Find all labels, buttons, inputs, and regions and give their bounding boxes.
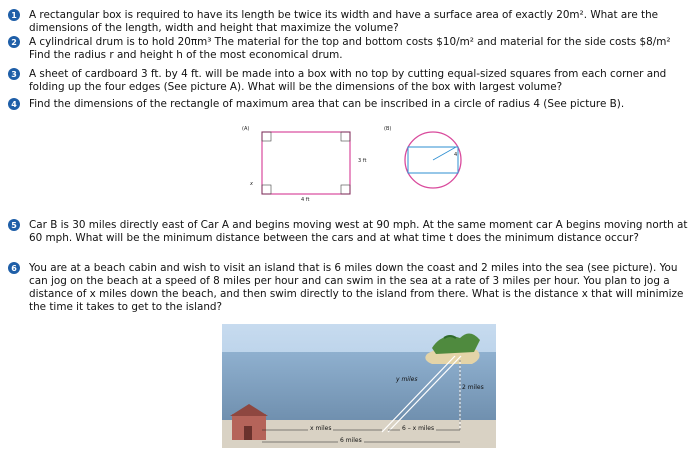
figure-a-label: (A) (242, 126, 250, 132)
problem-number-badge: 6 (8, 262, 20, 274)
figure-b-label: (B) (384, 126, 392, 132)
x-miles-label: x miles (310, 425, 332, 432)
figure-a-bottom-label: 4 ft (301, 197, 310, 203)
inscribed-rectangle-diagram (380, 122, 480, 206)
beach-picture (222, 324, 496, 448)
problem-text: A cylindrical drum is to hold 20πm³ The material for the top and bottom costs $10/m² and material for the side costs $8/m² Find the radius r and height h of the most economical drum. (29, 36, 671, 61)
six-miles-label: 6 miles (340, 437, 362, 444)
problem-number-badge: 1 (8, 9, 20, 21)
problem-number-badge: 4 (8, 98, 20, 110)
cardboard-diagram (230, 122, 370, 206)
figure-b (380, 122, 480, 206)
six-minus-x-miles-label: 6 – x miles (402, 425, 435, 432)
figure-a-corner-label: x (250, 181, 253, 187)
problem-number-badge: 5 (8, 219, 20, 231)
problem-number-badge: 2 (8, 36, 20, 48)
beach-scene (222, 324, 496, 448)
figure-a (230, 122, 370, 206)
problem-text: Car B is 30 miles directly east of Car A and begins moving west at 90 mph. At the same moment car A begins moving north at 60 mph. What will be the minimum distance between the cars and at what time t does the minimum distance occur? (29, 219, 688, 244)
problem-number-badge: 3 (8, 68, 20, 80)
figure-b-radius-label: 4 (454, 152, 458, 158)
problem-text: A sheet of cardboard 3 ft. by 4 ft. will be made into a box with no top by cutting equal-sized squares from each corner and folding up the four edges (See picture A). What will be the dimensions of the box with largest volume? (29, 68, 667, 93)
y-miles-label: y miles (396, 376, 418, 383)
two-miles-label: 2 miles (462, 384, 484, 391)
problem-text: You are at a beach cabin and wish to visit an island that is 6 miles down the coast and 2 miles into the sea (see picture). You can jog on the beach at a speed of 8 miles per hour and can swim in the sea at a rate of 3 miles per hour. You plan to jog a distance of x miles down the beach, and then swim directly to the island from there. What is the distance x that will minimize the time it takes to get to the island? (29, 262, 684, 313)
problem-text: A rectangular box is required to have its length be twice its width and have a surface area of exactly 20m². What are the dimensions of the length, width and height that maximize the volume? (29, 9, 659, 34)
problem-text: Find the dimensions of the rectangle of maximum area that can be inscribed in a circle of radius 4 (See picture B). (29, 98, 625, 110)
figure-a-side-label: 3 ft (358, 158, 367, 164)
